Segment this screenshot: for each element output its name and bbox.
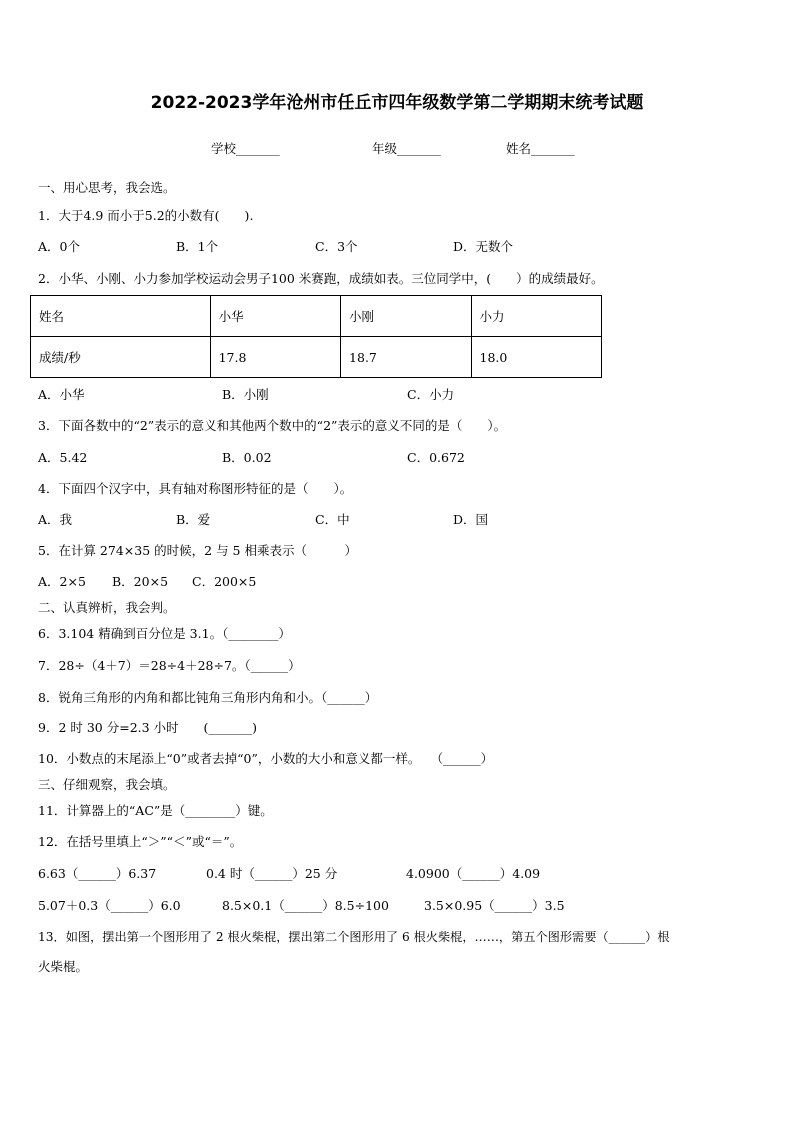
question-12: 12．在括号里填上“＞”“＜”或“＝”。 [38,834,243,849]
table-cell: 小力 [471,296,602,337]
q4-option-d: D．国 [453,512,489,527]
question-3: 3．下面各数中的“2”表示的意义和其他两个数中的“2”表示的意义不同的是（ ）。 [38,418,507,433]
question-13: 13．如图，摆出第一个图形用了 2 根火柴棍，摆出第二个图形用了 6 根火柴棍，……，第五个图形需要（______）根 [38,930,670,944]
grade-field: 年级_______ [372,141,441,156]
q4-option-a: A．我 [38,512,73,527]
q4-option-b: B．爱 [176,512,211,527]
q1-option-a: A．0个 [38,239,80,254]
compare-item: 4.0900（______）4.09 [406,866,541,881]
table-row [31,296,602,337]
section-heading: 二、认真辨析，我会判。 [38,600,176,615]
score-table [30,295,602,378]
school-field: 学校_______ [211,141,280,156]
question-13-continued: 火柴棍。 [38,959,89,974]
q2-option-b: B．小刚 [222,387,269,402]
table-cell: 姓名 [31,296,211,337]
compare-item: 6.63（______）6.37 [38,866,157,881]
compare-item: 8.5×0.1（______）8.5÷100 [222,898,389,913]
table-cell: 18.0 [471,337,602,378]
compare-item: 5.07＋0.3（______）6.0 [38,898,181,913]
q2-option-a: A．小华 [38,387,85,402]
q5-option-c: C．200×5 [192,574,257,589]
question-6: 6．3.104 精确到百分位是 3.1。（________） [38,626,291,641]
question-7: 7．28÷（4＋7）＝28÷4＋28÷7。（______） [38,658,301,673]
q3-option-b: B．0.02 [222,450,272,465]
q5-option-b: B．20×5 [112,574,169,589]
q3-option-c: C．0.672 [407,450,465,465]
q1-option-d: D．无数个 [453,239,514,254]
q2-option-c: C．小力 [407,387,455,402]
q1-option-b: B．1个 [176,239,219,254]
exam-title: 2022-2023学年沧州市任丘市四年级数学第二学期期末统考试题 [150,93,644,113]
question-9: 9．2 时 30 分=2.3 小时 (_______) [38,720,258,735]
name-field: 姓名_______ [506,141,575,156]
table-cell: 小刚 [341,296,471,337]
question-2: 2．小华、小刚、小力参加学校运动会男子100 米赛跑，成绩如表。三位同学中，( ）的成绩最好。 [38,271,604,286]
table-cell: 18.7 [341,337,471,378]
q5-option-a: A．2×5 [38,574,86,589]
question-8: 8．锐角三角形的内角和都比钝角三角形内角和小。（______） [38,690,378,705]
question-10: 10．小数点的末尾添上“0”或者去掉“0”，小数的大小和意义都一样。 （______） [38,751,494,766]
question-1: 1．大于4.9 而小于5.2的小数有( ). [38,208,254,223]
question-11: 11．计算器上的“AC”是（________）键。 [38,803,273,818]
compare-item: 0.4 时（______）25 分 [206,866,338,881]
question-5: 5．在计算 274×35 的时候，2 与 5 相乘表示（ ） [38,543,357,558]
question-4: 4．下面四个汉字中，具有轴对称图形特征的是（ ）。 [38,481,353,496]
table-cell: 成绩/秒 [31,337,211,378]
table-row [31,337,602,378]
table-cell: 小华 [210,296,340,337]
section-heading: 一、用心思考，我会选。 [38,180,176,195]
section-heading: 三、仔细观察，我会填。 [38,777,176,792]
q1-option-c: C．3个 [315,239,358,254]
q4-option-c: C．中 [315,512,350,527]
compare-item: 3.5×0.95（______）3.5 [424,898,565,913]
q3-option-a: A．5.42 [38,450,88,465]
table-cell: 17.8 [210,337,340,378]
